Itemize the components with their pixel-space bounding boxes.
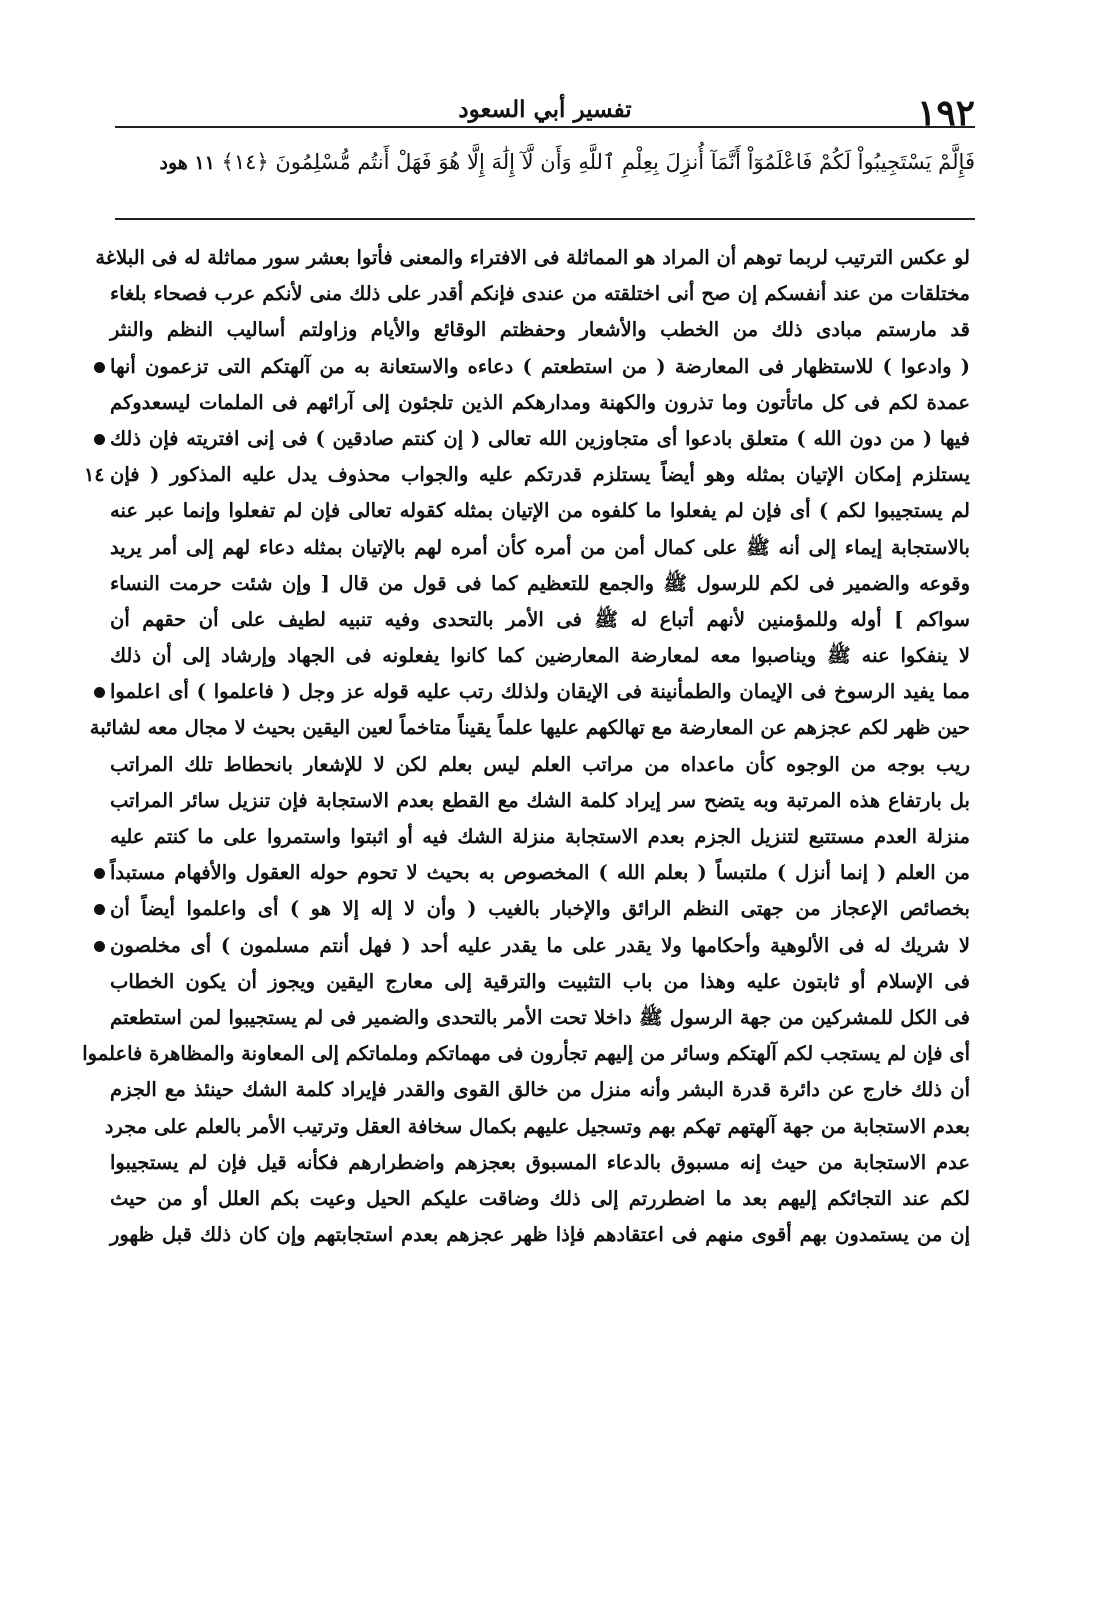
- line-text: لا شريك له فى الألوهية وأحكامها ولا يقدر على ما يقدر عليه أحد ( فهل أنتم مسلمون ) أى مخلصون: [110, 933, 970, 957]
- text-line: [110, 602, 970, 638]
- line-text: ريب بوجه من الوجوه كأن ماعداه من مراتب العلم ليس بعلم لكن لا للإشعار بانحطاط تلك المراتب: [110, 752, 970, 776]
- text-line: [110, 819, 970, 855]
- line-text: أن ذلك خارج عن دائرة قدرة البشر وأنه منزل من خالق القوى والقدر فإيراد كلمة الشك حينئذ مع الجزم: [110, 1078, 970, 1102]
- text-line: [110, 530, 970, 566]
- line-text: عمدة لكم فى كل ماتأتون وما تذرون والكهنة ومدارهكم الذين تلجئون إلى آرائهم فى الملمات ليسعدوكم: [110, 390, 970, 414]
- line-text: منزلة العدم مستتبع لتنزيل الجزم بعدم الاستجابة منزلة الشك فيه أو اثبتوا واستمروا على ما كنتم عليه: [110, 825, 970, 848]
- text-line: [110, 928, 970, 964]
- verse-text: فَإِلَّمْ يَسْتَجِيبُواْ لَكُمْ فَاعْلَمُوٓاْ أَنَّمَآ أُنزِلَ بِعِلْمِ ٱللَّهِ وَأَن لَّآ إِلَٰهَ إِلَّا هُوَ فَهَلْ أَنتُم مُّسْلِمُونَ ﴿١٤﴾: [221, 150, 975, 174]
- text-line: [110, 385, 970, 421]
- commentary-body: [82, 240, 970, 1480]
- text-line: [110, 891, 970, 927]
- line-text: لا ينفكوا عنه ﷺ ويناصبوا معه لمعارضة المعارضين كما كانوا يفعلونه فى الجهاد وإرشاد إلى أن ذلك: [110, 644, 970, 668]
- line-text: ( وادعوا ) للاستظهار فى المعارضة ( من استطعتم ) دعاءه والاستعانة به من آلهتكم التى تزعمون أنها: [110, 354, 970, 378]
- text-line: [110, 276, 970, 312]
- text-line: [82, 1036, 970, 1072]
- line-text: عدم الاستجابة من حيث إنه مسبوق بالدعاء المسبوق بعجزهم واضطرارهم فكأنه قيل فإن لم يستجيبوا: [110, 1150, 970, 1174]
- line-text: فى الكل للمشركين من جهة الرسول ﷺ داخلا تحت الأمر بالتحدى والضمير فى لم يستجيبوا لمن استطعتم: [110, 1005, 970, 1029]
- text-line: [110, 421, 970, 457]
- line-text: بل بارتفاع هذه المرتبة وبه يتضح سر إيراد كلمة الشك مع القطع بعدم الاستجابة فإن تنزيل سائر المراتب: [110, 788, 970, 812]
- bullet-marker: [94, 687, 105, 698]
- line-text: لكم عند التجائكم إليهم بعد ما اضطررتم إلى ذلك وضاقت عليكم الحيل وعيت بكم العلل أو من حيث: [110, 1186, 970, 1210]
- text-line: [110, 855, 970, 891]
- line-text: سواكم ] أوله وللمؤمنين لأنهم أتباع له ﷺ فى الأمر بالتحدى وفيه تنبيه لطيف على أن حقهم أن: [110, 607, 970, 631]
- page-header: [115, 92, 975, 138]
- verse-rule: [115, 218, 975, 220]
- verse-number-marker: ١٤: [84, 464, 105, 487]
- line-text: مما يفيد الرسوخ فى الإيمان والطمأنينة فى الإيقان ولذلك رتب عليه قوله عز وجل ( فاعلموا ) أى اعلموا: [110, 680, 970, 704]
- line-text: من العلم ( إنما أنزل ) ملتبساً ( بعلم الله ) المخصوص به بحيث لا تحوم حوله العقول والأفهام مستبداً: [110, 861, 970, 885]
- line-text: فيها ( من دون الله ) متعلق بادعوا أى متجاوزين الله تعالى ( إن كنتم صادقين ) فى إنى افتريته فإن ذلك: [110, 426, 970, 450]
- line-text: إن من يستمدون بهم أقوى منهم فى اعتقادهم فإذا ظهر عجزهم بعدم استجابتهم وإن كان ذلك قبل ظهور: [110, 1223, 970, 1247]
- line-text: بعدم الاستجابة من جهة آلهتهم تهكم بهم وتسجيل عليهم بكمال سخافة العقل وترتيب الأمر بالعلم على مجرد: [104, 1114, 970, 1138]
- bullet-marker: [94, 904, 105, 915]
- bullet-marker: [94, 434, 105, 445]
- line-text: يستلزم إمكان الإتيان بمثله وهو أيضاً يستلزم قدرتكم عليه والجواب محذوف يدل عليه المذكور ( فإن: [110, 463, 970, 487]
- text-line: [95, 240, 970, 276]
- line-text: حين ظهر لكم عجزهم عن المعارضة مع تهالكهم عليها علماً يقيناً متاخماً لعين اليقين بحيث لا مجال معه لشائبة: [89, 716, 970, 740]
- bullet-marker: [94, 941, 105, 952]
- text-line: [110, 638, 970, 674]
- line-text: قد مارستم مبادى ذلك من الخطب والأشعار وحفظتم الوقائع والأيام وزاولتم أساليب النظم والنثر: [110, 318, 970, 342]
- line-text: لم يستجيبوا لكم ) أى فإن لم يفعلوا ما كلفوه من الإتيان بمثله كقوله تعالى فإن لم تفعلوا وإنما عبر عنه: [110, 499, 970, 523]
- header-rule: [115, 126, 975, 128]
- text-line: [110, 783, 970, 819]
- text-line: [89, 710, 970, 746]
- text-line: [110, 964, 970, 1000]
- line-text: بالاستجابة إيماء إلى أنه ﷺ على كمال أمن من أمره كأن أمره لهم بالإتيان بمثله دعاء لهم إلى أمر يريد: [110, 535, 970, 559]
- text-line: [110, 1000, 970, 1036]
- text-line: [110, 349, 970, 385]
- text-line: [84, 457, 970, 493]
- text-line: [110, 312, 970, 348]
- text-line: [110, 1181, 970, 1217]
- page-number: ١٩٢: [916, 92, 975, 134]
- line-text: مختلقات من عند أنفسكم إن صح أنى اختلقته من عندى فإنكم أقدر على ذلك منى لأنكم عرب فصحاء بلغاء: [110, 282, 970, 306]
- verse-reference: ١١ هود: [159, 152, 215, 174]
- text-line: [110, 493, 970, 529]
- bullet-marker: [94, 362, 105, 373]
- text-line: [110, 1145, 970, 1181]
- text-line: [110, 1217, 970, 1253]
- line-text: وقوعه والضمير فى لكم للرسول ﷺ والجمع للتعظيم كما فى قول من قال [ وإن شئت حرمت النساء: [110, 571, 970, 595]
- line-text: أى فإن لم يستجب لكم آلهتكم وسائر من إليهم تجأرون فى مهماتكم وملماتكم إلى المعاونة والمظاهرة فاعلموا: [82, 1042, 970, 1066]
- line-text: بخصائص الإعجاز من جهتى النظم الرائق والإخبار بالغيب ( وأن لا إله إلا هو ) أى واعلموا أيضاً أن: [110, 897, 970, 921]
- text-line: [110, 674, 970, 710]
- quran-verse-line: [140, 150, 975, 190]
- line-text: فى الإسلام أو ثابتون عليه وهذا من باب التثبيت والترقية إلى معارج اليقين ويجوز أن يكون الخطاب: [110, 969, 970, 993]
- text-line: [110, 747, 970, 783]
- text-line: [110, 1072, 970, 1108]
- text-line: [104, 1109, 970, 1145]
- running-title: تفسير أبي السعود: [458, 96, 632, 123]
- line-text: لو عكس الترتيب لربما توهم أن المراد هو المماثلة فى الافتراء والمعنى فأتوا بعشر سور مماثلة له فى البلاغة: [95, 246, 970, 269]
- bullet-marker: [94, 868, 105, 879]
- text-line: [110, 566, 970, 602]
